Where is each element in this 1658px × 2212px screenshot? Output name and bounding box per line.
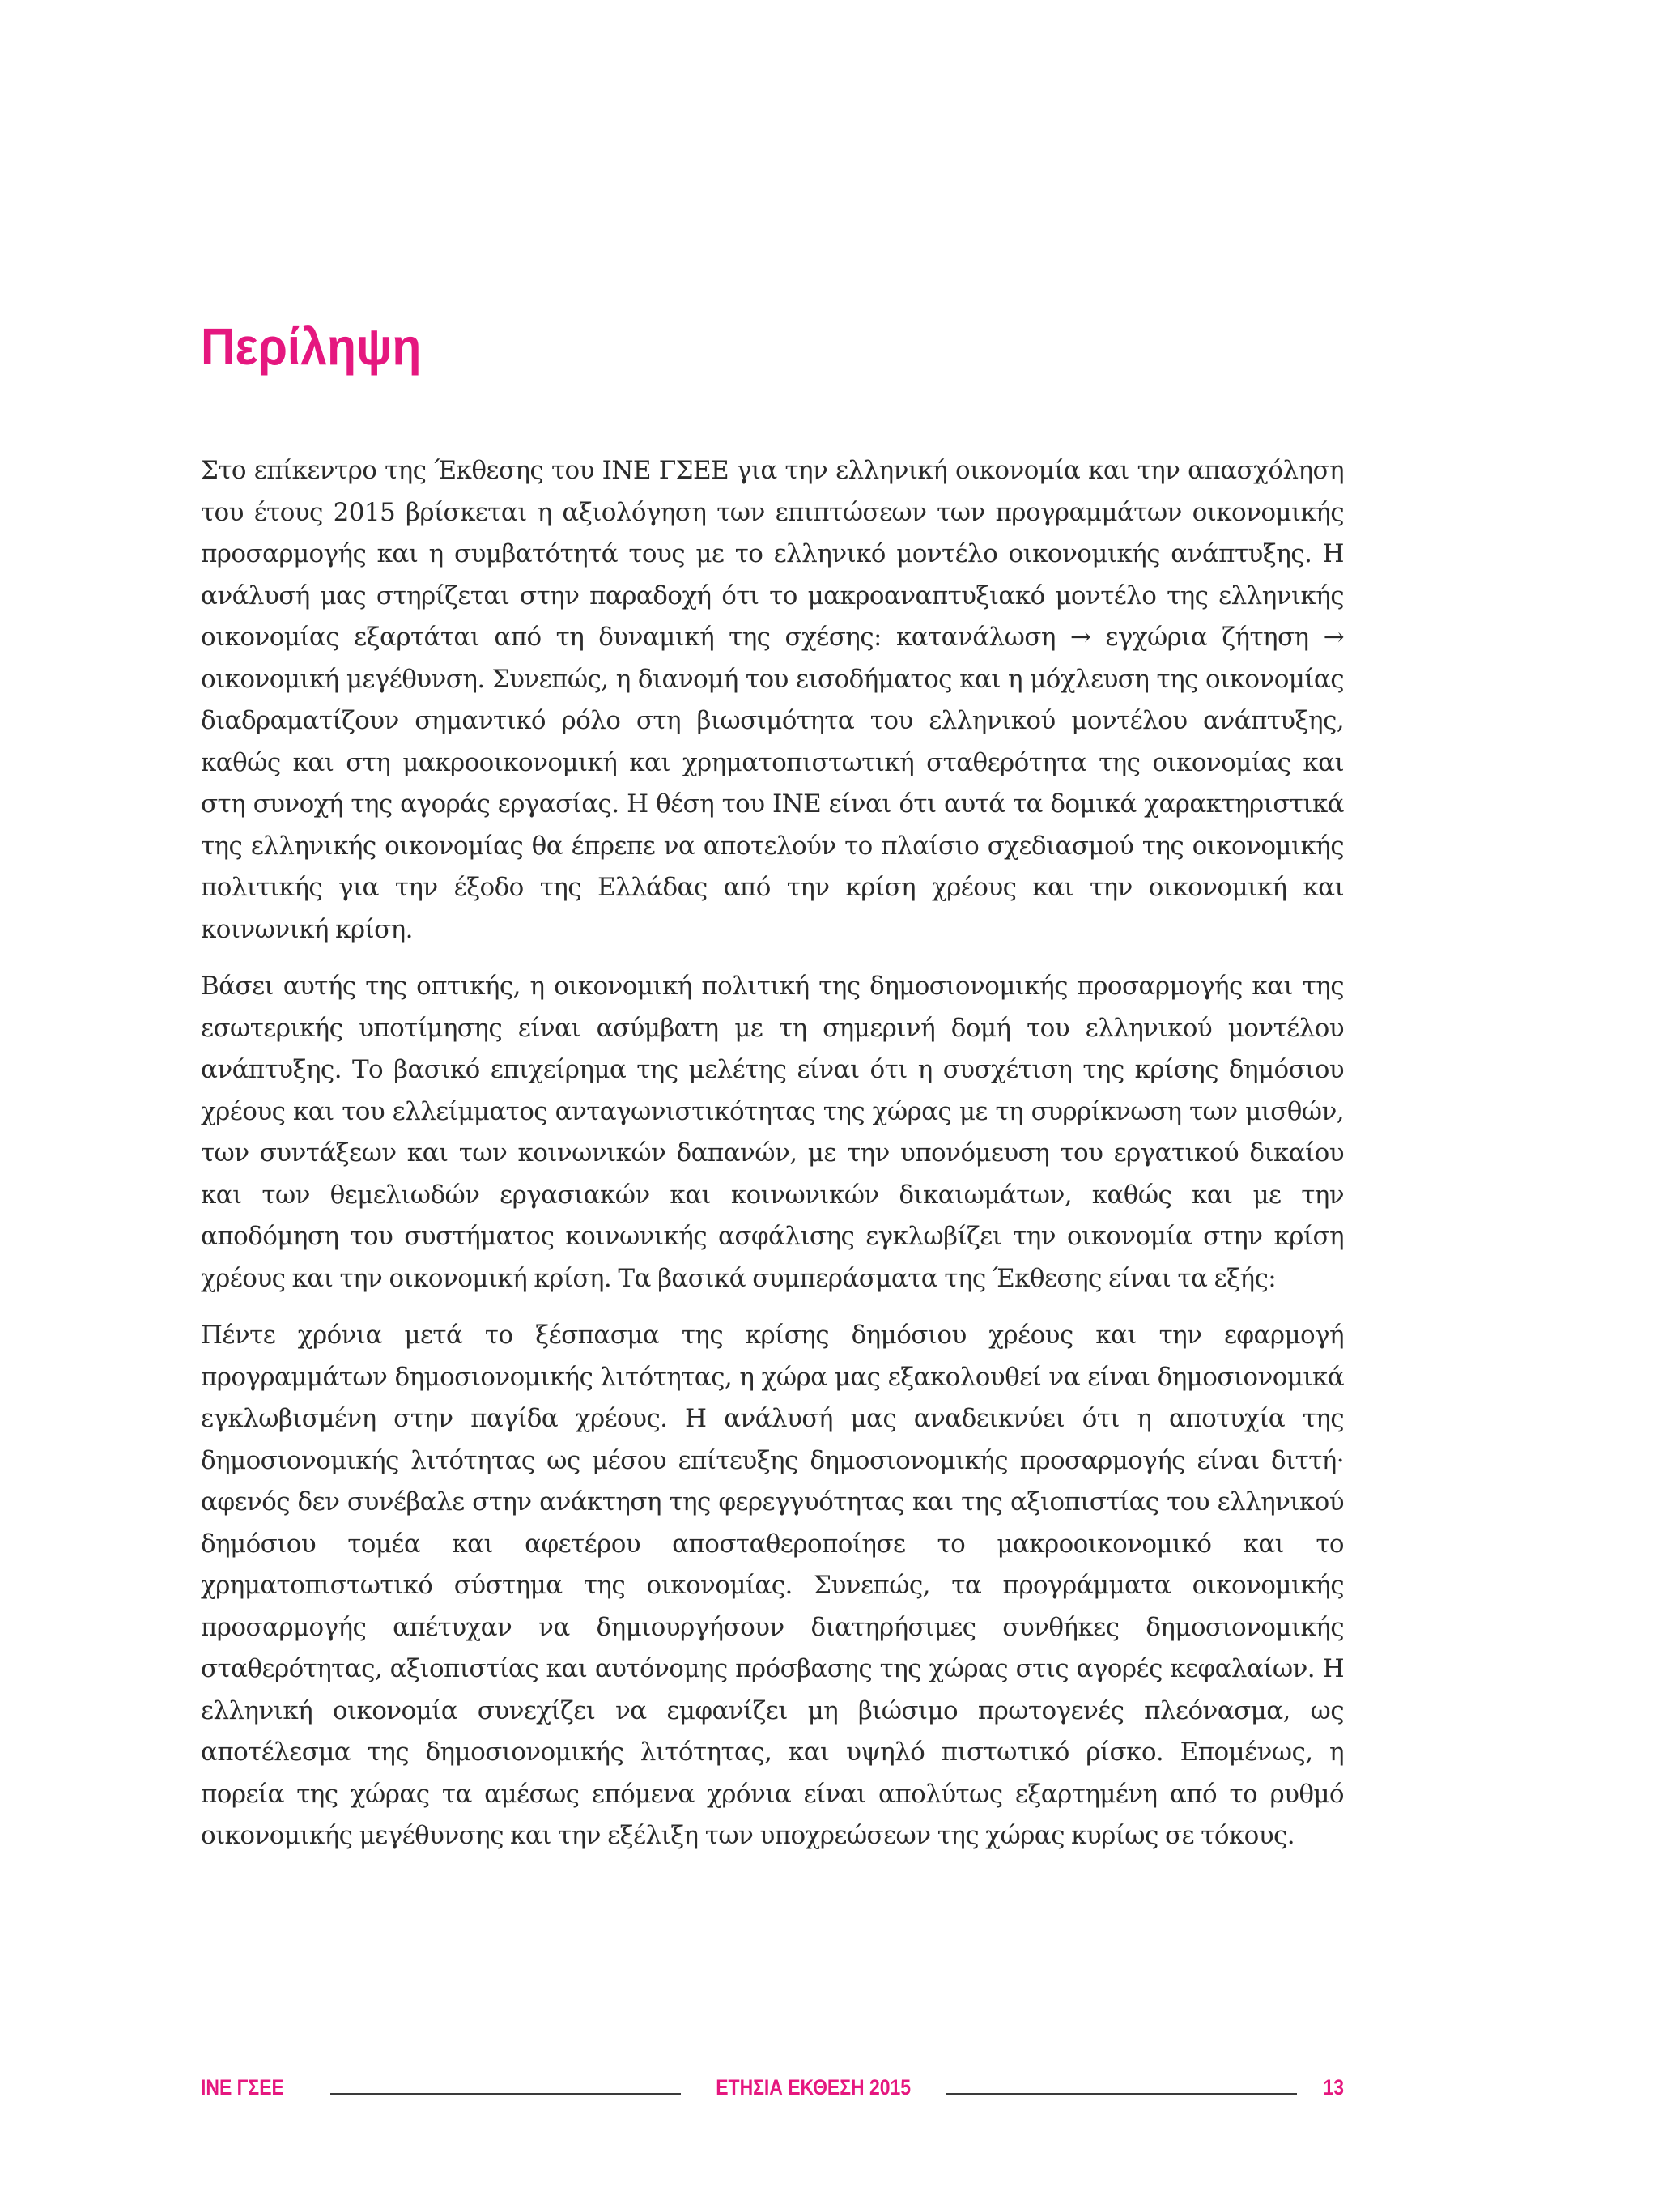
footer-rule-right bbox=[946, 2093, 1297, 2095]
paragraph-2: Βάσει αυτής της οπτικής, η οικονομική πολιτική της δημοσιονομικής προσαρμογής και της εσωτερικής υποτίμησης είναι ασύμβατη με τη σημερινή δομή του ελληνικού μοντέλου ανάπτυξης. Το βασικό επιχείρημα της μελέτης είναι ότι η συσχέτιση της κρίσης δημόσιου χρέους και του ελλείμματος ανταγωνιστικότητας της χώρας με τη συρρίκνωση των μισθών, των συντάξεων και των κοινωνικών δαπανών, με την υπονόμευση του εργατικού δικαίου και των θεμελιωδών εργασιακών και κοινωνικών δικαιωμάτων, καθώς και με την αποδόμηση του συστήματος κοινωνικής ασφάλισης εγκλωβίζει την οικονομία στην κρίση χρέους και την οικονομική κρίση. Τα βασικά συμπεράσματα της Έκθεσης είναι τα εξής: bbox=[201, 972, 1344, 1293]
page-footer bbox=[201, 2071, 1344, 2104]
summary-body bbox=[201, 450, 1344, 1873]
paragraph-3: Πέντε χρόνια μετά το ξέσπασμα της κρίσης δημόσιου χρέους και την εφαρμογή προγραμμάτων δημοσιονομικής λιτότητας, η χώρα μας εξακολουθεί να είναι δημοσιονομικά εγκλωβισμένη στην παγίδα χρέους. Η ανάλυσή μας αναδεικνύει ότι η αποτυχία της δημοσιονομικής λιτότητας ως μέσου επίτευξης δημοσιονομικής προσαρμογής είναι διττή· αφενός δεν συνέβαλε στην ανάκτηση της φερεγγυότητας και της αξιοπιστίας του ελληνικού δημόσιου τομέα και αφετέρου αποσταθεροποίησε το μακροοικονομικό και το χρηματοπιστωτικό σύστημα της οικονομίας. Συνεπώς, τα προγράμματα οικονομικής προσαρμογής απέτυχαν να δημιουργήσουν διατηρήσιμες συνθήκες δημοσιονομικής σταθερότητας, αξιοπιστίας και αυτόνομης πρόσβασης της χώρας στις αγορές κεφαλαίων. Η ελληνική οικονομία συνεχίζει να εμφανίζει μη βιώσιμο πρωτογενές πλεόνασμα, ως αποτέλεσμα της δημοσιονομικής λιτότητας, και υψηλό πιστωτικό ρίσκο. Επομένως, η πορεία της χώρας τα αμέσως επόμενα χρόνια είναι απολύτως εξαρτημένη από το ρυθμό οικονομικής μεγέθυνσης και την εξέλιξη των υποχρεώσεων της χώρας κυρίως σε τόκους. bbox=[201, 1321, 1344, 1850]
page-heading: Περίληψη bbox=[201, 317, 422, 376]
footer-org: ΙΝΕ ΓΣΕΕ bbox=[201, 2074, 284, 2099]
paragraph-1: Στο επίκεντρο της Έκθεσης του ΙΝΕ ΓΣΕΕ για την ελληνική οικονομία και την απασχόληση του έτους 2015 βρίσκεται η αξιολόγηση των επιπτώσεων των προγραμμάτων οικονομικής προσαρμογής και η συμβατότητά τους με το ελληνικό μοντέλο οικονομικής ανάπτυξης. Η ανάλυσή μας στηρίζεται στην παραδοχή ότι το μακροαναπτυξιακό μοντέλο της ελληνικής οικονομίας εξαρτάται από τη δυναμική της σχέσης: κατανάλωση → εγχώρια ζήτηση → οικονομική μεγέθυνση. Συνεπώς, η διανομή του εισοδήματος και η μόχλευση της οικονομίας διαδραματίζουν σημαντικό ρόλο στη βιωσιμότητα του ελληνικού μοντέλου ανάπτυξης, καθώς και στη μακροοικονομική και χρηματοπιστωτική σταθερότητα της οικονομίας και στη συνοχή της αγοράς εργασίας. Η θέση του ΙΝΕ είναι ότι αυτά τα δομικά χαρακτηριστικά της ελληνικής οικονομίας θα έπρεπε να αποτελούν το πλαίσιο σχεδιασμού της οικονομικής πολιτικής για την έξοδο της Ελλάδας από την κρίση χρέους και την οικονομική και κοινωνική κρίση. bbox=[201, 456, 1344, 944]
footer-report-title: ΕΤΗΣΙΑ ΕΚΘΕΣΗ 2015 bbox=[716, 2074, 912, 2099]
footer-rule-left bbox=[330, 2093, 681, 2095]
page-number: 13 bbox=[1323, 2074, 1345, 2099]
